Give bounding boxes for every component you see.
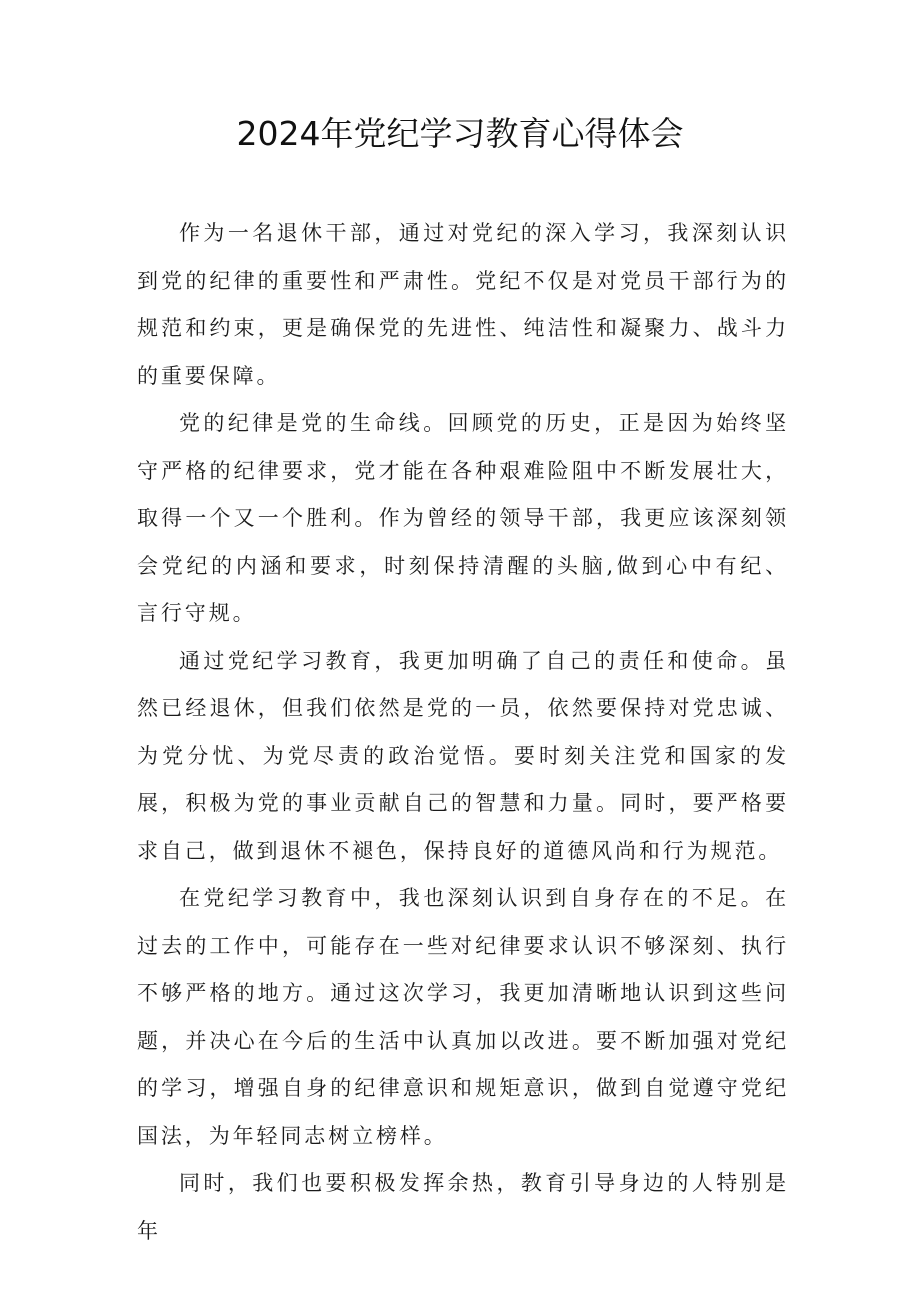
paragraph-2: 党的纪律是党的生命线。回顾党的历史，正是因为始终坚守严格的纪律要求，党才能在各种艰难险阻中不断发展壮大，取得一个又一个胜利。作为曾经的领导干部，我更应该深刻领会党纪的内涵和要求，时刻保持清醒的头脑,做到心中有纪、言行守规。	[137, 411, 789, 625]
document-title: 2024年党纪学习教育心得体会	[236, 114, 684, 153]
paragraph-4: 在党纪学习教育中，我也深刻认识到自身存在的不足。在过去的工作中，可能存在一些对纪律要求认识不够深刻、执行不够严格的地方。通过这次学习，我更加清晰地认识到这些问题，并决心在今后的生活中认真加以改进。要不断加强对党纪的学习，增强自身的纪律意识和规矩意识，做到自觉遵守党纪国法，为年轻同志树立榜样。	[137, 886, 789, 1148]
paragraph-5: 同时，我们也要积极发挥余热，教育引导身边的人特别是年	[137, 1171, 789, 1243]
paragraph-1: 作为一名退休干部，通过对党纪的深入学习，我深刻认识到党的纪律的重要性和严肃性。党纪不仅是对党员干部行为的规范和约束，更是确保党的先进性、纯洁性和凝聚力、战斗力的重要保障。	[137, 221, 789, 388]
document-body	[137, 210, 789, 1255]
paragraph-3: 通过党纪学习教育，我更加明确了自己的责任和使命。虽然已经退休，但我们依然是党的一员，依然要保持对党忠诚、为党分忧、为党尽责的政治觉悟。要时刻关注党和国家的发展，积极为党的事业贡献自己的智慧和力量。同时，要严格要求自己，做到退休不褪色，保持良好的道德风尚和行为规范。	[137, 648, 789, 863]
